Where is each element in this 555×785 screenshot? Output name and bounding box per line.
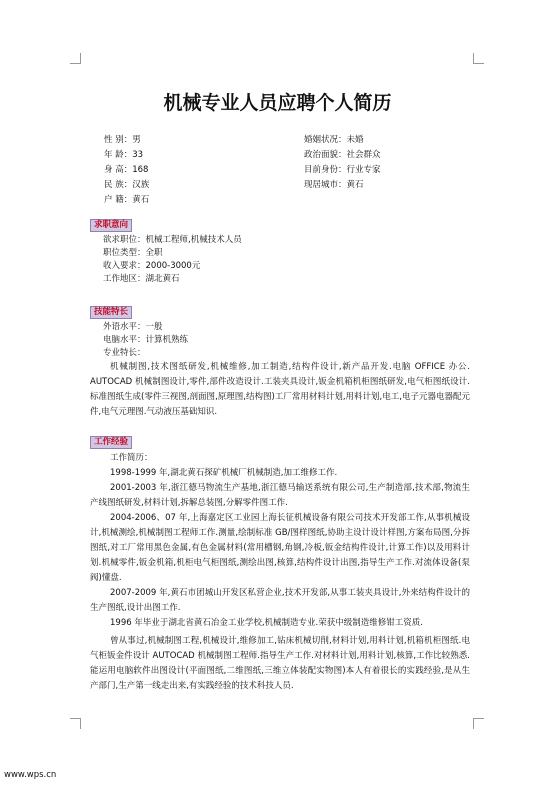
- experience-section: [90, 436, 470, 694]
- experience-heading: 工作经验: [90, 436, 132, 449]
- info-gender: 性 别：男: [104, 135, 141, 145]
- experience-summary: 曾从事过,机械制图工程,机械设计,维修加工,钻床机械切削,材料计划,用料计划,机箱机柜图纸.电气柜钣金件设计 AUTOCAD 机械制图工程师.指导生产工作.对材料计划,用料计划,核算,工作比较熟悉.能运用电脑软件出图设计(平面图纸,二维图纸,三维立体装配实物图)本人有着很长的实践经验,是从生产部门,生产第一线走出来,有实践经验的技术科技人员.: [90, 636, 470, 691]
- experience-item: 1996 年毕业于湖北省黄石冶金工业学校,机械制造专业.荣获中级制造维修钳工资质.: [110, 618, 423, 628]
- job-intent-section: [90, 219, 470, 286]
- job-intent-line: 工作地区：湖北黄石: [103, 274, 180, 284]
- crop-mark-top-right: [473, 53, 484, 64]
- experience-intro: 工作简历：: [110, 453, 153, 463]
- experience-item: 2004-2006、07 年,上海嘉定区工业园上海长征机械设备有限公司技术开发部工作,从事机械设计,机械测绘,机械制图工程师工作.测量,绘制标准 GB/图样图纸,协助主设计设计样图,方案布局图,分拆图纸,对工厂常用黑色金属,有色金属材料(常用槽钢,角钢,冷板,钣金结构件设计,计算工作)以及用料计划.机械零件,钣金机箱,机柜电气柜图纸,测绘出图,核算,结构件设计出图,指导生产工作.对流体设备(泵阀)懂盘.: [90, 513, 470, 583]
- skills-line: 电脑水平：计算机熟练: [103, 335, 189, 345]
- crop-mark-bottom-left: [70, 718, 81, 729]
- personal-info-right: [304, 133, 381, 193]
- page-title: 机械专业人员应聘个人简历: [163, 92, 392, 114]
- info-political: 政治面貌：社会群众: [304, 150, 381, 160]
- skills-line: 外语水平：一般: [103, 322, 163, 332]
- job-intent-heading: 求职意向: [90, 219, 132, 232]
- job-intent-line: 收入要求：2000-3000元: [103, 261, 201, 271]
- crop-mark-top-left: [70, 53, 81, 64]
- job-intent-line: 职位类型：全职: [103, 248, 163, 258]
- experience-item: 2007-2009 年,黄石市团城山开发区私营企业,技术开发部,从事工装夹具设计,外来结构件设计的生产图纸,设计出图工作.: [90, 588, 470, 613]
- info-city: 现居城市：黄石: [304, 180, 364, 190]
- skills-line: 专业特长：: [103, 348, 146, 358]
- info-age: 年 龄：33: [104, 150, 144, 160]
- experience-item: 1998-1999 年,湖北黄石探矿机械厂机械制造,加工维修工作.: [110, 468, 338, 478]
- skills-paragraph: 机械制图,技术图纸研发,机械维修,加工制造,结构件设计,新产品开发.电脑 OFFICE 办公. AUTOCAD 机械制图设计,零件,部件改造设计.工装夹具设计,钣金机箱机柜图纸研发,电气柜图纸设计.标准图纸生成(零件三视图,剖面图,原理图,结构图)工厂常用材料计划,用料计划,电工,电子元器电器配元件,电气元理图.气动液压基础知识.: [90, 362, 470, 417]
- experience-item: 2001-2003 年,浙江德马物流生产基地,浙江德马输送系统有限公司,生产制造部,技术部,物流生产线图纸研发,材料计划,拆解总装图,分解零件图工作.: [90, 483, 470, 508]
- info-ethnicity: 民 族：汉族: [104, 180, 150, 190]
- skills-heading: 技能特长: [90, 306, 132, 319]
- footer-watermark-text: www.wps.cn: [4, 770, 57, 780]
- info-hukou: 户 籍：黄石: [104, 195, 150, 205]
- info-identity: 目前身份：行业专家: [304, 165, 381, 175]
- crop-mark-bottom-right: [473, 718, 484, 729]
- info-marital: 婚姻状况：未婚: [304, 135, 364, 145]
- info-height: 身 高：168: [104, 165, 149, 175]
- job-intent-line: 欲求职位：机械工程师,机械技术人员: [103, 235, 242, 245]
- personal-info-left: [104, 133, 149, 208]
- skills-section: [90, 306, 470, 420]
